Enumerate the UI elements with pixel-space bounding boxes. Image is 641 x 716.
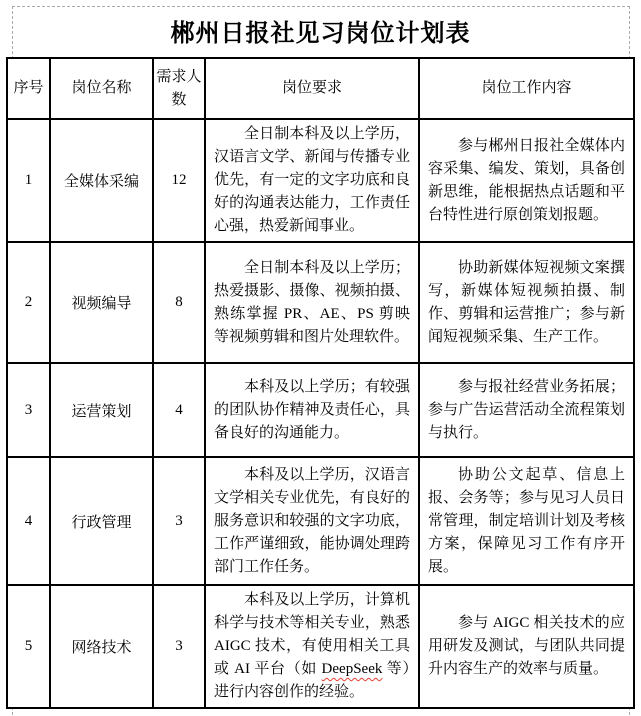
table-row [7, 119, 634, 242]
cell-headcount: 3 [153, 457, 205, 585]
table-row [7, 457, 634, 585]
cell-position-name: 视频编导 [50, 242, 153, 363]
cell-duties: 协助公文起草、信息上报、会务等；参与见习人员日常管理，制定培训计划及考核方案，保障见习工作有序开展。 [419, 457, 634, 585]
cell-requirements: 全日制本科及以上学历；热爱摄影、摄像、视频拍摄、熟练掌握 PR、AE、PS 剪映等视频剪辑和图片处理软件。 [205, 242, 419, 363]
cell-headcount: 3 [153, 585, 205, 708]
table-row [7, 363, 634, 457]
internship-position-table [6, 57, 635, 709]
cell-serial: 1 [7, 119, 50, 242]
spellcheck-flagged-word: DeepSeek [321, 661, 383, 677]
column-header-serial: 序号 [7, 58, 50, 119]
requirements-text: 等）进行内容创作的经验。 [214, 661, 410, 700]
column-header-position-name: 岗位名称 [50, 58, 153, 119]
cell-requirements: 全日制本科及以上学历，汉语言文学、新闻与传播专业优先，有一定的文字功底和良好的沟通表达能力，工作责任心强，热爱新闻事业。 [205, 119, 419, 242]
cell-serial: 4 [7, 457, 50, 585]
page-title: 郴州日报社见习岗位计划表 [170, 20, 471, 47]
table-row [7, 242, 634, 363]
cell-position-name: 网络技术 [50, 585, 153, 708]
cell-serial: 2 [7, 242, 50, 363]
column-header-headcount: 需求人数 [153, 58, 205, 119]
table-row [7, 585, 634, 708]
table-header-row [7, 58, 634, 119]
cell-position-name: 运营策划 [50, 363, 153, 457]
cell-requirements: 本科及以上学历；有较强的团队协作精神及责任心，具备良好的沟通能力。 [205, 363, 419, 457]
cell-headcount: 4 [153, 363, 205, 457]
cell-duties: 协助新媒体短视频文案撰写，新媒体短视频拍摄、制作、剪辑和运营推广；参与新闻短视频采集、生产工作。 [419, 242, 634, 363]
cell-requirements: 本科及以上学历，汉语言文学相关专业优先，有良好的服务意识和较强的文字功底，工作严谨细致，能协调处理跨部门工作任务。 [205, 457, 419, 585]
cell-duties: 参与 AIGC 相关技术的应用研发及测试，与团队共同提升内容生产的效率与质量。 [419, 585, 634, 708]
cell-serial: 5 [7, 585, 50, 708]
cell-requirements [205, 585, 419, 708]
column-header-duties: 岗位工作内容 [419, 58, 634, 119]
cell-position-name: 行政管理 [50, 457, 153, 585]
cell-duties: 参与报社经营业务拓展；参与广告运营活动全流程策划与执行。 [419, 363, 634, 457]
cell-duties: 参与郴州日报社全媒体内容采集、编发、策划，具备创新思维，能根据热点话题和平台特性进行原创策划报题。 [419, 119, 634, 242]
cell-serial: 3 [7, 363, 50, 457]
cell-headcount: 8 [153, 242, 205, 363]
cell-position-name: 全媒体采编 [50, 119, 153, 242]
cell-headcount: 12 [153, 119, 205, 242]
column-header-requirements: 岗位要求 [205, 58, 419, 119]
requirements-text: 本科及以上学历，计算机科学与技术等相关专业，熟悉 AIGC 技术，有使用相关工具或 AI 平台（如 [214, 592, 410, 677]
